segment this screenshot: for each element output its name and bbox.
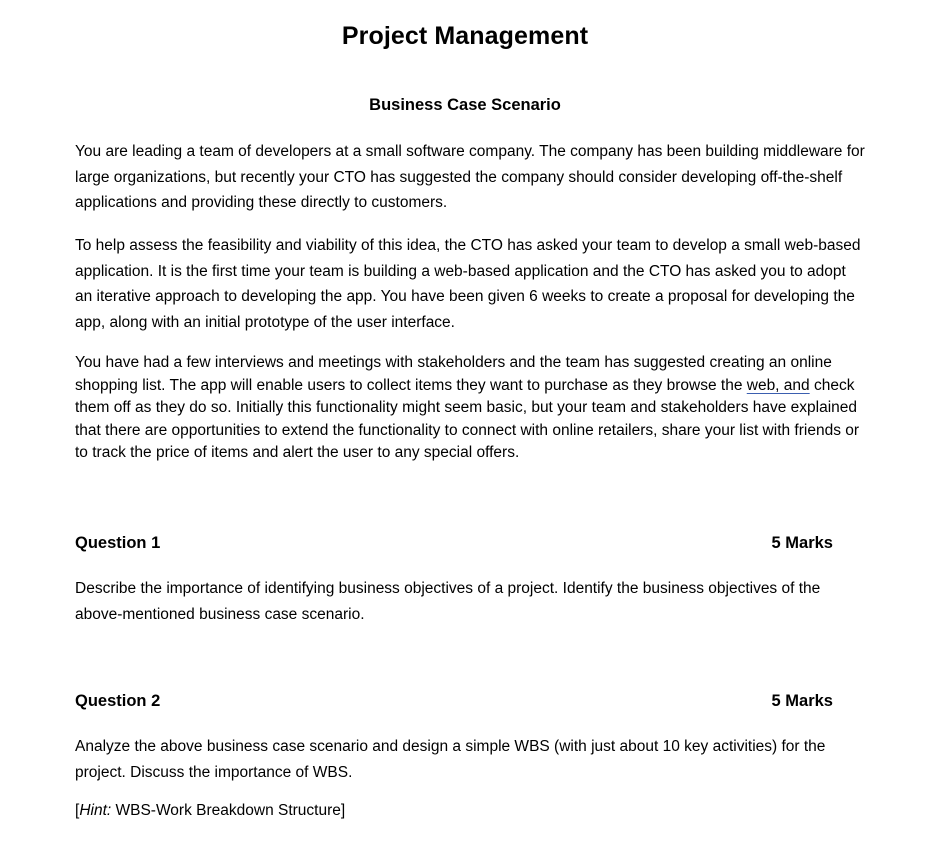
- page-title: Project Management: [341, 22, 589, 50]
- question-2-marks: 5 Marks: [771, 692, 833, 710]
- question-1-text: Describe the importance of identifying business objectives of a project. Identify the business objectives of the above-mentioned business case scenario.: [75, 580, 821, 623]
- question-2-text: Analyze the above business case scenario and design a simple WBS (with just about 10 key activities) for the project. Discuss the importance of WBS.: [75, 738, 826, 781]
- scenario-paragraph-1: You are leading a team of developers at a small software company. The company has been building middleware for large organizations, but recently your CTO has suggested the company should consider developing off-the-shelf applications and providing these directly to customers.: [75, 143, 865, 211]
- section-subtitle: Business Case Scenario: [369, 96, 561, 114]
- grammar-marked-text: web, and: [746, 376, 810, 394]
- question-2-label: Question 2: [75, 692, 161, 710]
- paragraph-3-text-start: You have had a few interviews and meetings with stakeholders and the team has suggested creating an online shopping list. The app will enable users to collect items they want to purchase as they browse the: [75, 354, 832, 394]
- scenario-paragraph-3: [75, 352, 865, 465]
- hint-open-bracket: [: [75, 802, 80, 819]
- hint-note: [75, 802, 345, 820]
- hint-label: Hint:: [79, 802, 112, 819]
- scenario-paragraph-2: To help assess the feasibility and viability of this idea, the CTO has asked your team to develop a small web-based application. It is the first time your team is building a web-based application and the CTO has asked you to adopt an iterative approach to developing the app. You have been given 6 weeks to create a proposal for developing the app, along with an initial prototype of the user interface.: [75, 237, 861, 331]
- hint-text: WBS-Work Breakdown Structure]: [111, 802, 346, 819]
- question-1-marks: 5 Marks: [771, 534, 833, 552]
- question-1-label: Question 1: [75, 534, 161, 552]
- paragraph-3-text-end: check them off as they do so. Initially this functionality might seem basic, but your team and stakeholders have explained that there are opportunities to extend the functionality to connect with online retailers, share your list with friends or to track the price of items and alert the user to any special offers.: [75, 376, 860, 461]
